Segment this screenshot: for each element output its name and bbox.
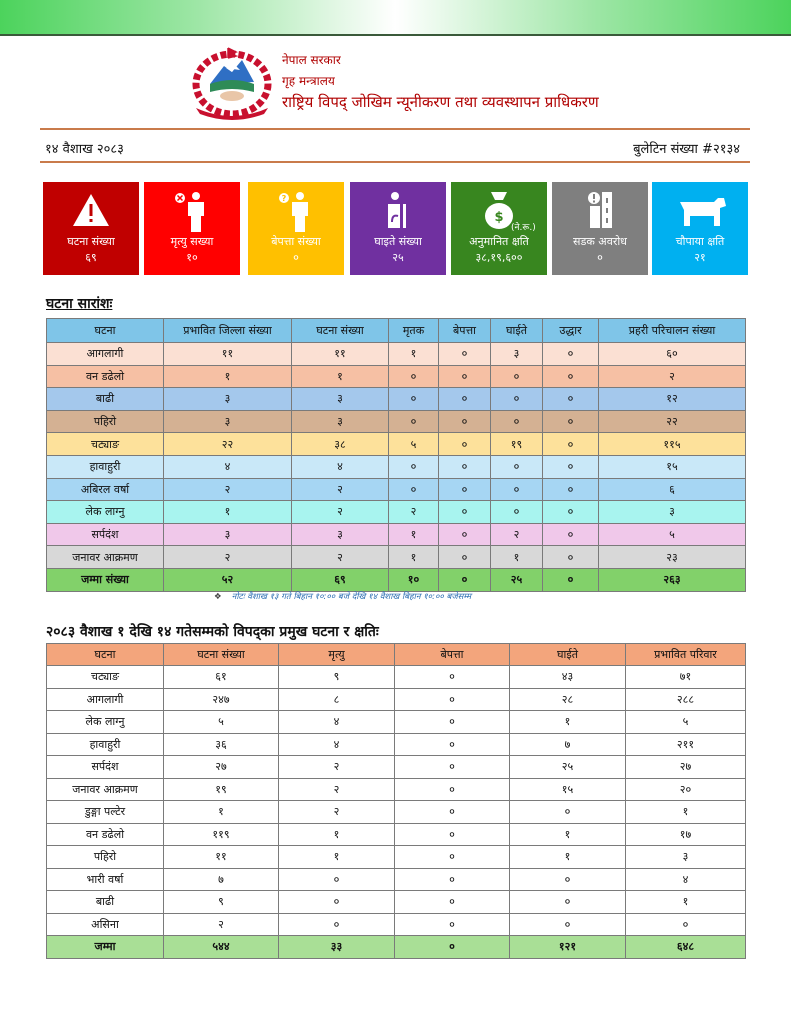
value-cell: २	[164, 546, 292, 569]
major-incidents-table	[46, 643, 746, 959]
value-cell: ०	[439, 433, 491, 456]
value-cell: १	[164, 365, 292, 388]
incident-type-cell: आगलागी	[47, 343, 164, 366]
value-cell: ०	[543, 523, 599, 546]
value-cell: ३	[164, 410, 292, 433]
column-header: प्रभावित परिवार	[626, 644, 746, 666]
svg-text:?: ?	[281, 194, 287, 203]
column-header: घटना	[47, 319, 164, 343]
total-value-cell: ३३	[279, 936, 395, 959]
authority-name: राष्ट्रिय विपद् जोखिम न्यूनीकरण तथा व्यवस्थापन प्राधिकरण	[282, 93, 599, 111]
card-label: घाइते संख्या	[374, 235, 422, 248]
incident-type-cell: अबिरल वर्षा	[47, 478, 164, 501]
incident-type-cell: बाढी	[47, 388, 164, 411]
incident-type-cell: भारी वर्षा	[47, 868, 164, 891]
table-row	[47, 733, 746, 756]
total-row	[47, 936, 746, 959]
value-cell: ११५	[599, 433, 746, 456]
value-cell: ३	[164, 523, 292, 546]
card-value: १०	[186, 251, 198, 264]
total-value-cell: ५४४	[164, 936, 279, 959]
value-cell: ०	[395, 756, 510, 779]
value-cell: ०	[395, 711, 510, 734]
svg-text:$: $	[494, 210, 504, 225]
value-cell: १७	[626, 823, 746, 846]
table-row	[47, 823, 746, 846]
column-header: मृत्यु	[279, 644, 395, 666]
person-missing-icon	[248, 188, 344, 232]
value-cell: ०	[439, 455, 491, 478]
value-cell: ०	[510, 913, 626, 936]
value-cell: २	[279, 801, 395, 824]
divider-top	[40, 128, 750, 130]
incident-type-cell: हावाहुरी	[47, 455, 164, 478]
incident-type-cell: सर्पदंश	[47, 523, 164, 546]
value-cell: ०	[543, 388, 599, 411]
value-cell: १५	[510, 778, 626, 801]
value-cell: ०	[491, 365, 543, 388]
column-header: प्रहरी परिचालन संख्या	[599, 319, 746, 343]
total-value-cell: ५२	[164, 568, 292, 591]
table-row	[47, 846, 746, 869]
value-cell: ०	[395, 891, 510, 914]
total-value-cell: ०	[395, 936, 510, 959]
value-cell: १९	[491, 433, 543, 456]
card-value: ०	[293, 251, 299, 264]
value-cell: २	[389, 501, 439, 524]
summary-header-row	[47, 319, 746, 343]
card-label: सडक अवरोध	[573, 235, 627, 248]
road-blocked-icon	[552, 188, 648, 232]
value-cell: ७१	[626, 666, 746, 689]
total-value-cell: ६९	[292, 568, 389, 591]
table-row	[47, 410, 746, 433]
dateline	[40, 136, 750, 160]
livestock-icon	[652, 188, 748, 232]
card-injured	[350, 182, 446, 275]
value-cell: ११	[164, 343, 292, 366]
value-cell: ०	[389, 388, 439, 411]
total-value-cell: ०	[439, 568, 491, 591]
value-cell: ०	[543, 546, 599, 569]
value-cell: १	[626, 891, 746, 914]
card-estimated-loss	[451, 182, 547, 275]
value-cell: २	[292, 546, 389, 569]
incident-type-cell: लेक लाग्नु	[47, 711, 164, 734]
value-cell: ११	[292, 343, 389, 366]
value-cell: ०	[389, 365, 439, 388]
value-cell: ०	[543, 343, 599, 366]
value-cell: ९	[279, 666, 395, 689]
bulletin-date: १४ वैशाख २०८३	[45, 142, 124, 157]
value-cell: ३	[626, 846, 746, 869]
column-header: उद्धार	[543, 319, 599, 343]
incident-type-cell: बाढी	[47, 891, 164, 914]
incident-type-cell: वन डढेलो	[47, 365, 164, 388]
divider-bottom	[40, 161, 750, 163]
value-cell: ४	[279, 711, 395, 734]
value-cell: ०	[626, 913, 746, 936]
value-cell: १	[389, 546, 439, 569]
table-row	[47, 523, 746, 546]
card-value: २५	[392, 251, 404, 264]
total-value-cell: २६३	[599, 568, 746, 591]
value-cell: ०	[439, 410, 491, 433]
letterhead	[190, 46, 650, 122]
value-cell: ३	[164, 388, 292, 411]
value-cell: ०	[491, 388, 543, 411]
value-cell: ७	[164, 868, 279, 891]
table-row	[47, 891, 746, 914]
table-row	[47, 433, 746, 456]
bulletin-number: बुलेटिन संख्या #२१३४	[633, 142, 740, 157]
value-cell: २५	[510, 756, 626, 779]
card-deaths	[144, 182, 240, 275]
incident-type-cell: सर्पदंश	[47, 756, 164, 779]
value-cell: ३	[292, 388, 389, 411]
note-text: नोटः वैशाख १३ गते बिहान १०:०० बजे देखि १४ वैशाख बिहान १०:०० बजेसम्म	[231, 592, 472, 602]
value-cell: ०	[279, 868, 395, 891]
incident-type-cell: असिना	[47, 913, 164, 936]
value-cell: २	[279, 756, 395, 779]
value-cell: ०	[439, 523, 491, 546]
card-label: घटना संख्या	[67, 235, 115, 248]
table-row	[47, 365, 746, 388]
total-value-cell: १२१	[510, 936, 626, 959]
value-cell: १	[510, 823, 626, 846]
major-header-row	[47, 644, 746, 666]
value-cell: २७	[164, 756, 279, 779]
incident-type-cell: जनावर आक्रमण	[47, 546, 164, 569]
value-cell: ०	[543, 365, 599, 388]
value-cell: ८	[279, 688, 395, 711]
value-cell: ०	[395, 823, 510, 846]
injured-person-icon	[350, 188, 446, 232]
value-cell: ०	[395, 801, 510, 824]
value-cell: १	[164, 501, 292, 524]
value-cell: २	[279, 778, 395, 801]
value-cell: २	[491, 523, 543, 546]
table-row	[47, 501, 746, 524]
incident-type-cell: पहिरो	[47, 410, 164, 433]
value-cell: ०	[491, 501, 543, 524]
major-incidents-title: २०८३ वैशाख १ देखि १४ गतेसम्मको विपद्का प्रमुख घटना र क्षतिः	[46, 624, 379, 640]
card-value: २१	[694, 251, 706, 264]
value-cell: २७	[626, 756, 746, 779]
value-cell: ०	[395, 666, 510, 689]
warning-icon	[43, 188, 139, 232]
summary-table	[46, 318, 746, 592]
incident-type-cell: चट्याङ	[47, 666, 164, 689]
value-cell: ४	[164, 455, 292, 478]
value-cell: ३	[599, 501, 746, 524]
column-header: घाईते	[491, 319, 543, 343]
value-cell: १	[164, 801, 279, 824]
column-header: बेपत्ता	[439, 319, 491, 343]
value-cell: ३८	[292, 433, 389, 456]
table-row	[47, 688, 746, 711]
column-header: बेपत्ता	[395, 644, 510, 666]
total-row	[47, 568, 746, 591]
value-cell: ५	[599, 523, 746, 546]
value-cell: ०	[395, 913, 510, 936]
table-row	[47, 546, 746, 569]
card-value: ३८,१९,६००	[475, 251, 523, 264]
value-cell: २११	[626, 733, 746, 756]
value-cell: ६१	[164, 666, 279, 689]
government-name: नेपाल सरकार	[282, 53, 341, 67]
value-cell: ०	[439, 343, 491, 366]
column-header: मृतक	[389, 319, 439, 343]
person-deceased-icon	[144, 188, 240, 232]
value-cell: ५	[164, 711, 279, 734]
value-cell: ०	[279, 913, 395, 936]
top-banner	[0, 0, 791, 36]
value-cell: ३	[292, 410, 389, 433]
value-cell: १९	[164, 778, 279, 801]
total-label-cell: जम्मा	[47, 936, 164, 959]
value-cell: ४	[279, 733, 395, 756]
card-label: बेपत्ता संख्या	[271, 235, 321, 248]
value-cell: ३	[491, 343, 543, 366]
table-row	[47, 778, 746, 801]
value-cell: २८	[510, 688, 626, 711]
value-cell: १	[389, 343, 439, 366]
value-cell: ०	[439, 546, 491, 569]
table-row	[47, 666, 746, 689]
card-label: अनुमानित क्षति	[469, 235, 529, 248]
value-cell: ०	[439, 365, 491, 388]
value-cell: ०	[491, 455, 543, 478]
stat-cards	[43, 182, 748, 275]
value-cell: २४७	[164, 688, 279, 711]
table-row	[47, 343, 746, 366]
value-cell: १	[491, 546, 543, 569]
value-cell: ०	[439, 478, 491, 501]
table-row	[47, 913, 746, 936]
value-cell: ०	[395, 688, 510, 711]
column-header: घटना संख्या	[292, 319, 389, 343]
bullet-icon: ❖	[214, 592, 222, 602]
total-value-cell: ६४८	[626, 936, 746, 959]
card-label: चौपाया क्षति	[675, 235, 725, 248]
value-cell: ५	[626, 711, 746, 734]
value-cell: ०	[395, 733, 510, 756]
incident-type-cell: हावाहुरी	[47, 733, 164, 756]
total-value-cell: २५	[491, 568, 543, 591]
value-cell: १	[389, 523, 439, 546]
incident-type-cell: चट्याङ	[47, 433, 164, 456]
card-incidents	[43, 182, 139, 275]
value-cell: २३	[599, 546, 746, 569]
value-cell: २८८	[626, 688, 746, 711]
value-cell: ०	[395, 868, 510, 891]
value-cell: २०	[626, 778, 746, 801]
value-cell: ०	[439, 388, 491, 411]
table-row	[47, 478, 746, 501]
value-cell: ०	[543, 478, 599, 501]
incident-type-cell: वन डढेलो	[47, 823, 164, 846]
card-value: ०	[597, 251, 603, 264]
column-header: घटना	[47, 644, 164, 666]
value-cell: ०	[510, 868, 626, 891]
value-cell: २	[599, 365, 746, 388]
value-cell: ०	[279, 891, 395, 914]
value-cell: ०	[395, 778, 510, 801]
value-cell: ४३	[510, 666, 626, 689]
table-row	[47, 711, 746, 734]
ministry-name: गृह मन्त्रालय	[282, 74, 335, 88]
table-row	[47, 388, 746, 411]
value-cell: ०	[510, 801, 626, 824]
value-cell: १५	[599, 455, 746, 478]
table-row	[47, 756, 746, 779]
value-cell: ६०	[599, 343, 746, 366]
card-label: मृत्यु सख्या	[170, 235, 214, 248]
table-row	[47, 801, 746, 824]
value-cell: ०	[389, 410, 439, 433]
value-cell: १	[279, 823, 395, 846]
incident-type-cell: आगलागी	[47, 688, 164, 711]
value-cell: ०	[395, 846, 510, 869]
currency-note: (ने.रू.)	[511, 223, 536, 233]
card-missing	[248, 182, 344, 275]
value-cell: ११९	[164, 823, 279, 846]
table-row	[47, 455, 746, 478]
column-header: प्रभावित जिल्ला संख्या	[164, 319, 292, 343]
column-header: घटना संख्या	[164, 644, 279, 666]
value-cell: ०	[439, 501, 491, 524]
value-cell: ०	[491, 478, 543, 501]
value-cell: २	[164, 913, 279, 936]
value-cell: ११	[164, 846, 279, 869]
summary-note	[214, 591, 471, 602]
incident-type-cell: पहिरो	[47, 846, 164, 869]
total-value-cell: ०	[543, 568, 599, 591]
value-cell: ०	[543, 433, 599, 456]
organization-block	[282, 50, 599, 113]
column-header: घाईते	[510, 644, 626, 666]
value-cell: ५	[389, 433, 439, 456]
value-cell: ४	[626, 868, 746, 891]
card-livestock	[652, 182, 748, 275]
value-cell: ०	[389, 455, 439, 478]
value-cell: २२	[164, 433, 292, 456]
nepal-emblem-icon	[190, 46, 274, 120]
summary-title: घटना सारांशः	[46, 296, 113, 312]
value-cell: ३	[292, 523, 389, 546]
value-cell: ४	[292, 455, 389, 478]
value-cell: १	[510, 711, 626, 734]
value-cell: ०	[510, 891, 626, 914]
value-cell: १	[279, 846, 395, 869]
value-cell: १	[510, 846, 626, 869]
value-cell: १	[626, 801, 746, 824]
value-cell: ०	[543, 410, 599, 433]
value-cell: ९	[164, 891, 279, 914]
card-road-blocked	[552, 182, 648, 275]
table-row	[47, 868, 746, 891]
value-cell: १	[292, 365, 389, 388]
incident-type-cell: लेक लाग्नु	[47, 501, 164, 524]
value-cell: ०	[389, 478, 439, 501]
value-cell: २	[292, 478, 389, 501]
value-cell: २	[164, 478, 292, 501]
value-cell: ७	[510, 733, 626, 756]
value-cell: ०	[543, 501, 599, 524]
incident-type-cell: जनावर आक्रमण	[47, 778, 164, 801]
value-cell: २	[292, 501, 389, 524]
total-label-cell: जम्मा संख्या	[47, 568, 164, 591]
value-cell: ०	[491, 410, 543, 433]
value-cell: ३६	[164, 733, 279, 756]
card-value: ६९	[85, 251, 97, 264]
value-cell: १२	[599, 388, 746, 411]
value-cell: ६	[599, 478, 746, 501]
value-cell: २२	[599, 410, 746, 433]
value-cell: ०	[543, 455, 599, 478]
incident-type-cell: डुङ्गा पल्टेर	[47, 801, 164, 824]
total-value-cell: १०	[389, 568, 439, 591]
